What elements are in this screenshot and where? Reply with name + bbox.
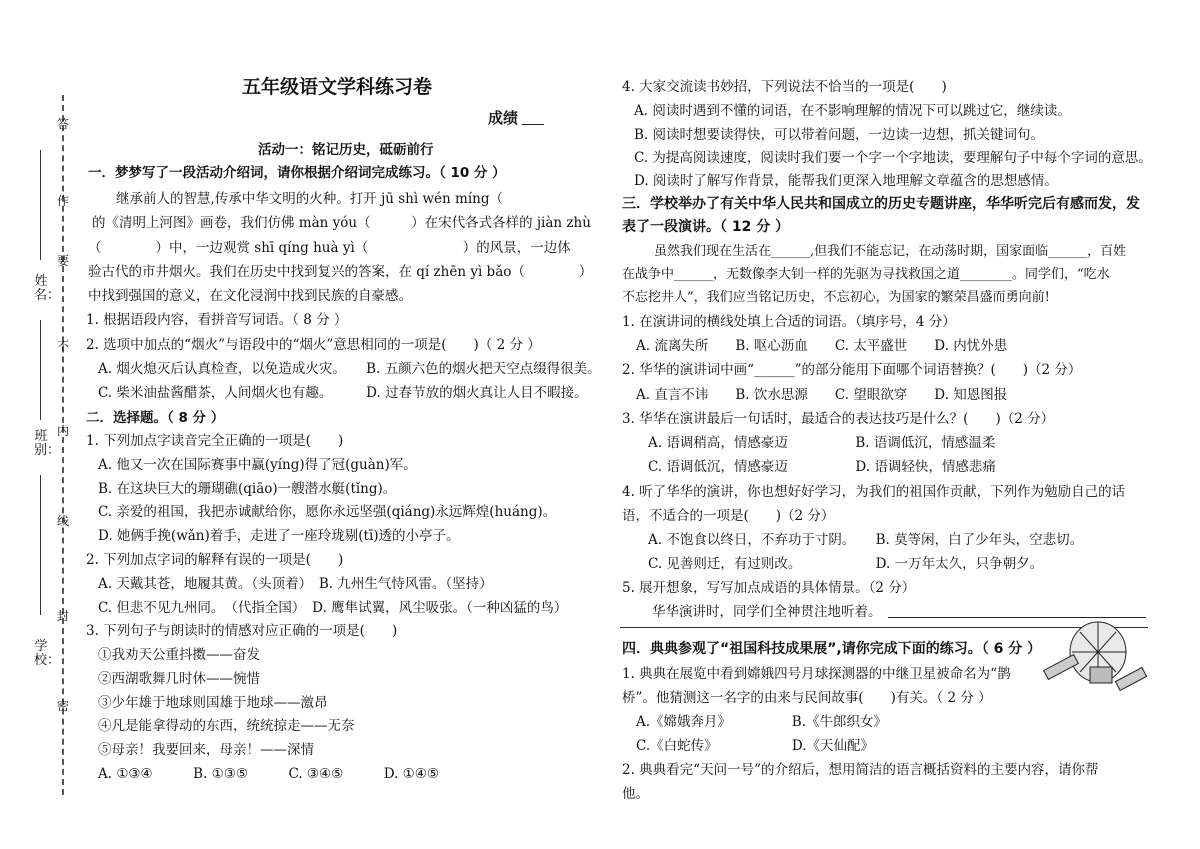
seal-mark-5: 内 xyxy=(56,424,69,438)
option-line: A. 他又一次在国际赛事中赢(yíng)得了冠(guàn)军。 xyxy=(98,457,417,473)
option-line: C. 亲爱的祖国，我把赤诚献给你，愿你永远坚强(qiáng)永远辉煌(huáng)。 xyxy=(98,504,557,520)
school-label: 学校： xyxy=(34,639,61,668)
question-line: 2. 华华的演讲词中画“______”的部分能用下面哪个词语替换？( )（2 分） xyxy=(622,362,1082,378)
passage-line: 中找到强国的意义，在文化浸润中找到民族的自豪感。 xyxy=(88,288,412,304)
option-line: ①我劝天公重抖擞——奋发 xyxy=(98,647,260,663)
section-1-heading: 一．梦梦写了一段活动介绍词，请你根据介绍词完成练习。（ 10 分 ） xyxy=(88,165,506,181)
option-line: A. 天戴其苍，地履其黄。（头顶着） B. 九州生气恃风雷。（坚持） xyxy=(98,576,493,592)
seal-mark-1: 答 xyxy=(56,117,69,131)
option-line: A. 不饱食以终日，不弃功于寸阴。 B. 莫等闲，白了少年头，空悲切。 xyxy=(648,532,1084,548)
option-line: A.《嫦娥奔月》 B.《牛郎织女》 xyxy=(636,714,888,730)
option-line: ③少年雄于地球则国雄于地球——激昂 xyxy=(98,695,328,711)
speech-line: 虽然我们现在生活在______,但我们不能忘记，在动荡时期，国家面临______，百姓 xyxy=(654,244,1127,259)
option-line: A. 语调稍高，情感豪迈 B. 语调低沉，情感温柔 xyxy=(648,435,996,451)
question-line: 1. 下列加点字读音完全正确的一项是( ) xyxy=(86,433,344,449)
passage-line: 的《清明上河图》画卷，我们仿佛 màn yóu（ ）在宋代各式各样的 jiàn zhù xyxy=(92,215,591,231)
option-line: A. 阅读时遇到不懂的词语，在不影响理解的情况下可以跳过它，继续读。 xyxy=(634,103,1071,119)
question-line: 语，不适合的一项是( )（2 分） xyxy=(622,508,835,524)
section-2-heading: 二．选择题。（ 8 分 ） xyxy=(86,410,225,426)
seal-mark-2: 作 xyxy=(56,194,69,208)
option-line: D. 她俩手挽(wǎn)着手，走进了一座玲珑剔(tī)透的小亭子。 xyxy=(98,528,460,544)
option-line: C. 语调低沉，情感豪迈 D. 语调轻快，情感悲痛 xyxy=(648,459,996,475)
seal-mark-7: 封 xyxy=(56,609,69,623)
answer-choices: A. ①③④ B. ①③⑤ C. ③④⑤ D. ①④⑤ xyxy=(98,766,439,782)
answer-prompt: 华华演讲时，同学们全神贯注地听着。 xyxy=(652,604,882,620)
activity-heading: 活动一：铭记历史，砥砺前行 xyxy=(258,142,434,158)
speech-line: 不忘挖井人”，我们应当铭记历史，不忘初心，为国家的繁荣昌盛而勇向前! xyxy=(622,290,1050,305)
relay-satellite-image xyxy=(1040,612,1150,707)
option-line: C. 但悲不见九州同。 （代指全国） D. 鹰隼试翼，风尘吸张。（一种凶猛的鸟） xyxy=(98,600,568,616)
question-line: 2. 下列加点字词的解释有误的一项是( ) xyxy=(86,552,344,568)
section-3-heading-cont: 表了一段演讲。（ 12 分 ） xyxy=(622,219,790,235)
class-label: 班别： xyxy=(34,429,61,458)
question-line: 1. 典典在展览中看到嫦娥四号月球探测器的中继卫星被命名为“鹊 xyxy=(622,666,1011,682)
question-line: 2. 选项中加点的“烟火”与语段中的“烟火”意思相同的一项是( )（ 2 分 ） xyxy=(86,337,541,353)
question-line: 5. 展开想象，写写加点成语的具体情景。（2 分） xyxy=(622,580,916,596)
option-line: D. 阅读时了解写作背景，能帮我们更深入地理解文章蕴含的思想感情。 xyxy=(634,173,1058,189)
option-line: A. 烟火熄灭后认真检查，以免造成火灾。 B. 五颜六色的烟火把天空点缀得很美。 xyxy=(98,361,601,377)
option-line: B. 阅读时想要读得快，可以带着问题，一边读一边想，抓关键词句。 xyxy=(634,127,1045,143)
score-blank[interactable] xyxy=(522,124,544,125)
question-line: 3. 华华在演讲最后一句话时，最适合的表达技巧是什么？( )（2 分） xyxy=(622,411,1055,427)
seal-mark-8: 密 xyxy=(56,699,69,713)
binding-margin xyxy=(0,0,76,849)
class-field-line[interactable] xyxy=(40,320,41,420)
name-label: 姓名： xyxy=(34,274,61,303)
question-line: 3. 下列句子与朗读时的情感对应正确的一项是( ) xyxy=(86,623,398,639)
question-line: 桥”。他猜测这一名字的由来与民间故事( )有关。（ 2 分 ） xyxy=(622,690,992,706)
page-title: 五年级语文学科练习卷 xyxy=(242,76,433,98)
question-line: 他。 xyxy=(622,786,649,802)
section-3-heading: 三．学校举办了有关中华人民共和国成立的历史专题讲座，华华听完后有感而发，发 xyxy=(622,196,1140,212)
option-line: C. 见善则迁，有过则改。 D. 一万年太久，只争朝夕。 xyxy=(648,556,1044,572)
speech-line: 在战争中______，无数像李大钊一样的先驱为寻找救国之道________。同学们，“吃水 xyxy=(622,267,1110,282)
option-line: C.《白蛇传》 D.《天仙配》 xyxy=(636,738,875,754)
option-line: ②西湖歌舞几时休——惋惜 xyxy=(98,671,260,687)
option-line: ④凡是能拿得动的东西，统统掠走——无奈 xyxy=(98,718,355,734)
seal-mark-4: 不 xyxy=(56,339,69,353)
name-field-line[interactable] xyxy=(40,150,41,260)
section-4-heading: 四．典典参观了“祖国科技成果展”,请你完成下面的练习。（ 6 分 ） xyxy=(622,641,1042,657)
option-line: A. 直言不讳 B. 饮水思源 C. 望眼欲穿 D. 知恩图报 xyxy=(636,387,1008,403)
option-line: ⑤母亲！我要回来，母亲！——深情 xyxy=(98,742,314,758)
question-line: 2. 典典看完“天问一号”的介绍后，想用简洁的语言概括资料的主要内容，请你帮 xyxy=(622,762,1099,778)
seal-mark-3: 要 xyxy=(56,254,69,268)
question-line: 1. 在演讲词的横线处填上合适的词语。（填序号，4 分） xyxy=(622,314,956,330)
seal-mark-6: 线 xyxy=(56,514,69,528)
passage-line: 继承前人的智慧,传承中华文明的火种。打开 jū shì wén míng（ xyxy=(116,191,503,207)
question-line: 4. 大家交流读书妙招，下列说法不恰当的一项是( ) xyxy=(622,79,947,95)
score-label: 成绩 xyxy=(488,109,519,127)
option-line: A. 流离失所 B. 呕心沥血 C. 太平盛世 D. 内忧外患 xyxy=(636,338,1008,354)
passage-line: 验古代的市井烟火。我们在历史中找到复兴的答案，在 qí zhēn yì bǎo（ ） xyxy=(88,264,593,280)
option-line: C. 柴米油盐酱醋茶，人间烟火也有趣。 D. 过春节放的烟火真让人目不暇接。 xyxy=(98,385,588,401)
option-line: B. 在这块巨大的珊瑚礁(qiāo)一艘潜水艇(tǐng)。 xyxy=(98,481,397,497)
option-line: C. 为提高阅读速度，阅读时我们要一个字一个字地读，要理解句子中每个字词的意思。 xyxy=(634,150,1152,166)
passage-line: （ ）中，一边观赏 shī qíng huà yì（ ）的风景，一边体 xyxy=(88,240,571,256)
question-line: 4. 听了华华的演讲，你也想好好学习，为我们的祖国作贡献，下列作为勉励自己的话 xyxy=(622,484,1126,500)
school-field-line[interactable] xyxy=(40,475,41,615)
question-line: 1. 根据语段内容，看拼音写词语。（ 8 分 ） xyxy=(86,312,348,328)
